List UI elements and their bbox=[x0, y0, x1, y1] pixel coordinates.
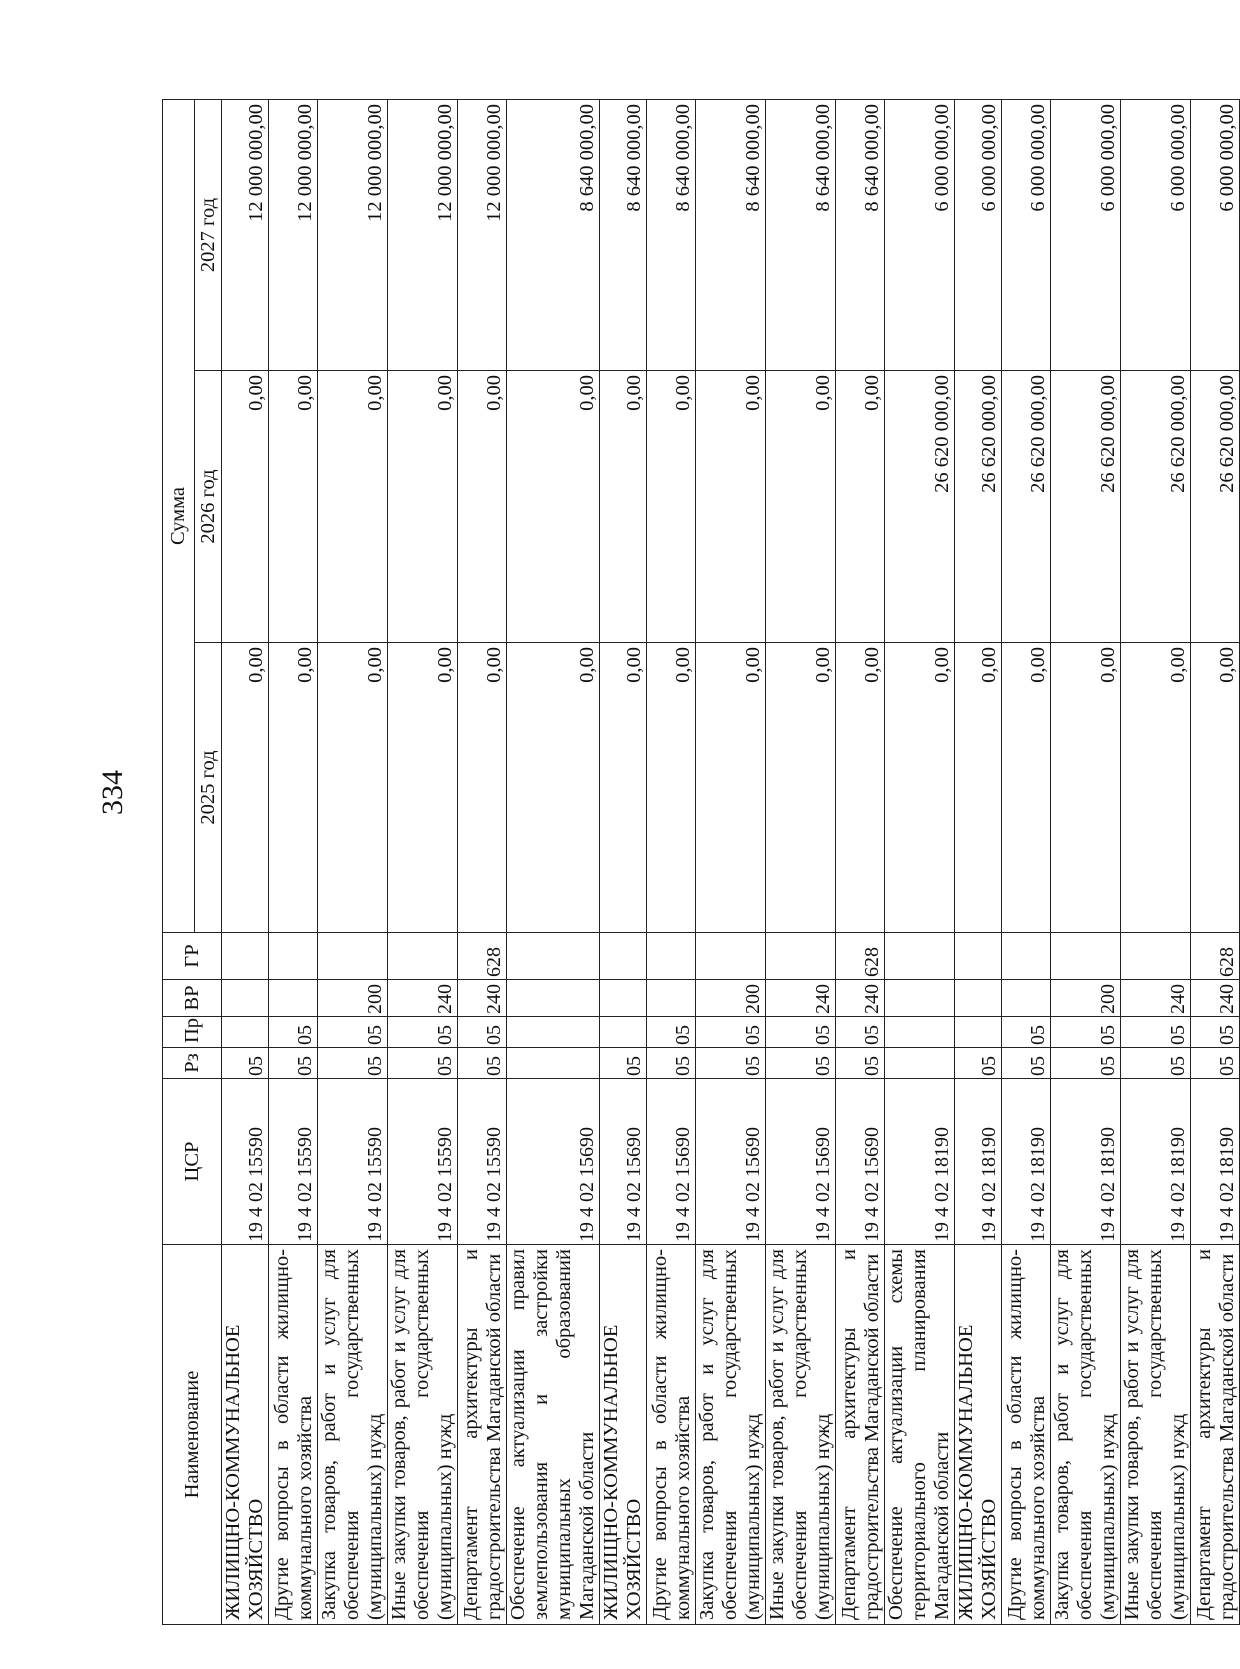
table-cell-2027: 8 640 000,00 bbox=[507, 99, 600, 370]
table-cell-name: Другие вопросы в области жилищно-коммунального хозяйства bbox=[1002, 1245, 1051, 1625]
table-cell-gr bbox=[507, 933, 600, 980]
header-row-top bbox=[163, 99, 195, 1624]
table-cell-pr: 05 bbox=[1002, 1017, 1051, 1048]
table-cell-vr bbox=[269, 980, 318, 1017]
table-cell-csr: 19 4 02 15690 bbox=[647, 1079, 696, 1245]
table-cell-2027: 12 000 000,00 bbox=[222, 99, 269, 370]
table-cell-2026: 0,00 bbox=[222, 371, 269, 643]
table-cell-2027: 8 640 000,00 bbox=[696, 99, 766, 370]
table-cell-csr: 19 4 02 18190 bbox=[885, 1079, 955, 1245]
header-gr: ГР bbox=[163, 933, 222, 980]
table-cell-2026: 26 620 000,00 bbox=[1191, 371, 1240, 643]
header-year-2027: 2027 год bbox=[195, 99, 222, 370]
table-cell-name: Обеспечение актуализации схемы территориального планирования Магаданской области bbox=[885, 1245, 955, 1625]
table-cell-2025: 0,00 bbox=[318, 643, 388, 933]
table-cell-gr bbox=[600, 933, 647, 980]
table-cell-vr bbox=[885, 980, 955, 1017]
table-cell-2027: 12 000 000,00 bbox=[318, 99, 388, 370]
table-row bbox=[318, 99, 388, 1624]
header-pr: Пр bbox=[163, 1017, 222, 1048]
header-vr: ВР bbox=[163, 980, 222, 1017]
table-row bbox=[836, 99, 885, 1624]
table-cell-name: Закупка товаров, работ и услуг для обеспечения государственных (муниципальных) нужд bbox=[1051, 1245, 1121, 1625]
table-cell-rz: 05 bbox=[600, 1048, 647, 1079]
table-cell-pr: 05 bbox=[1051, 1017, 1121, 1048]
table-cell-2026: 0,00 bbox=[388, 371, 458, 643]
table-cell-pr: 05 bbox=[388, 1017, 458, 1048]
table-cell-pr: 05 bbox=[458, 1017, 507, 1048]
table-cell-2027: 8 640 000,00 bbox=[836, 99, 885, 370]
table-cell-pr: 05 bbox=[269, 1017, 318, 1048]
table-cell-vr: 200 bbox=[696, 980, 766, 1017]
table-cell-csr: 19 4 02 15690 bbox=[696, 1079, 766, 1245]
table-cell-2027: 12 000 000,00 bbox=[388, 99, 458, 370]
table-row bbox=[1191, 99, 1240, 1624]
table-cell-2027: 6 000 000,00 bbox=[1191, 99, 1240, 370]
table-row bbox=[507, 99, 600, 1624]
table-cell-2025: 0,00 bbox=[1051, 643, 1121, 933]
table-cell-name: Иные закупки товаров, работ и услуг для обеспечения государственных (муниципальных) нужд bbox=[1121, 1245, 1191, 1625]
table-cell-pr: 05 bbox=[766, 1017, 836, 1048]
table-cell-name: Иные закупки товаров, работ и услуг для обеспечения государственных (муниципальных) нужд bbox=[388, 1245, 458, 1625]
table-cell-vr: 240 bbox=[388, 980, 458, 1017]
table-cell-2026: 0,00 bbox=[766, 371, 836, 643]
table-cell-pr bbox=[222, 1017, 269, 1048]
table-cell-2027: 12 000 000,00 bbox=[269, 99, 318, 370]
table-row bbox=[955, 99, 1002, 1624]
table-row bbox=[269, 99, 318, 1624]
table-cell-pr: 05 bbox=[1121, 1017, 1191, 1048]
table-cell-pr: 05 bbox=[836, 1017, 885, 1048]
table-cell-rz: 05 bbox=[955, 1048, 1002, 1079]
table-cell-vr bbox=[600, 980, 647, 1017]
table-cell-vr: 240 bbox=[766, 980, 836, 1017]
table-cell-name: Другие вопросы в области жилищно-коммунального хозяйства bbox=[647, 1245, 696, 1625]
table-row bbox=[600, 99, 647, 1624]
table-cell-vr bbox=[1002, 980, 1051, 1017]
table-cell-2025: 0,00 bbox=[388, 643, 458, 933]
table-cell-2027: 6 000 000,00 bbox=[1051, 99, 1121, 370]
table-cell-rz: 05 bbox=[766, 1048, 836, 1079]
header-name: Наименование bbox=[163, 1245, 222, 1625]
table-cell-name: ЖИЛИЩНО-КОММУНАЛЬНОЕ ХОЗЯЙСТВО bbox=[222, 1245, 269, 1625]
table-cell-2025: 0,00 bbox=[458, 643, 507, 933]
header-rz: Рз bbox=[163, 1048, 222, 1079]
table-cell-2026: 0,00 bbox=[318, 371, 388, 643]
table-cell-2027: 8 640 000,00 bbox=[600, 99, 647, 370]
table-cell-vr: 200 bbox=[318, 980, 388, 1017]
table-row bbox=[766, 99, 836, 1624]
table-body bbox=[222, 99, 1240, 1624]
table-cell-2026: 26 620 000,00 bbox=[955, 371, 1002, 643]
table-cell-2027: 6 000 000,00 bbox=[955, 99, 1002, 370]
table-cell-name: Департамент архитектуры и градостроительства Магаданской области bbox=[1191, 1245, 1240, 1625]
table-cell-pr: 05 bbox=[318, 1017, 388, 1048]
header-sum: Сумма bbox=[163, 99, 195, 932]
table-row bbox=[1002, 99, 1051, 1624]
table-cell-rz: 05 bbox=[269, 1048, 318, 1079]
table-cell-vr bbox=[955, 980, 1002, 1017]
table-row bbox=[222, 99, 269, 1624]
table-cell-gr bbox=[222, 933, 269, 980]
table-cell-vr bbox=[222, 980, 269, 1017]
table-cell-rz: 05 bbox=[388, 1048, 458, 1079]
table-cell-csr: 19 4 02 18190 bbox=[1191, 1079, 1240, 1245]
table-cell-2025: 0,00 bbox=[885, 643, 955, 933]
table-cell-rz: 05 bbox=[1121, 1048, 1191, 1079]
table-cell-vr: 240 bbox=[458, 980, 507, 1017]
table-cell-csr: 19 4 02 18190 bbox=[1002, 1079, 1051, 1245]
table-cell-rz: 05 bbox=[1002, 1048, 1051, 1079]
table-cell-csr: 19 4 02 15690 bbox=[507, 1079, 600, 1245]
table-cell-gr bbox=[955, 933, 1002, 980]
table-cell-gr bbox=[318, 933, 388, 980]
table-cell-rz: 05 bbox=[696, 1048, 766, 1079]
table-cell-name: Другие вопросы в области жилищно-коммунального хозяйства bbox=[269, 1245, 318, 1625]
table-row bbox=[696, 99, 766, 1624]
header-year-2026: 2026 год bbox=[195, 371, 222, 643]
table-cell-gr bbox=[766, 933, 836, 980]
table-cell-gr bbox=[696, 933, 766, 980]
table-cell-2026: 0,00 bbox=[647, 371, 696, 643]
table-cell-2027: 12 000 000,00 bbox=[458, 99, 507, 370]
table-cell-2026: 0,00 bbox=[600, 371, 647, 643]
table-cell-rz: 05 bbox=[1051, 1048, 1121, 1079]
table-cell-csr: 19 4 02 15690 bbox=[600, 1079, 647, 1245]
table-row bbox=[1121, 99, 1191, 1624]
table-cell-rz: 05 bbox=[1191, 1048, 1240, 1079]
table-cell-2025: 0,00 bbox=[1002, 643, 1051, 933]
header-csr: ЦСР bbox=[163, 1079, 222, 1245]
table-cell-csr: 19 4 02 18190 bbox=[1051, 1079, 1121, 1245]
table-cell-vr: 240 bbox=[1121, 980, 1191, 1017]
table-cell-2026: 0,00 bbox=[696, 371, 766, 643]
table-cell-2027: 8 640 000,00 bbox=[647, 99, 696, 370]
table-cell-gr: 628 bbox=[458, 933, 507, 980]
table-cell-2026: 0,00 bbox=[269, 371, 318, 643]
budget-table bbox=[162, 99, 1240, 1625]
table-cell-gr bbox=[1002, 933, 1051, 980]
table-cell-csr: 19 4 02 15590 bbox=[269, 1079, 318, 1245]
rotated-page bbox=[162, 100, 1238, 1625]
table-cell-rz: 05 bbox=[647, 1048, 696, 1079]
table-cell-csr: 19 4 02 15590 bbox=[222, 1079, 269, 1245]
table-cell-csr: 19 4 02 15590 bbox=[458, 1079, 507, 1245]
table-cell-name: Обеспечение актуализации правил землепользования и застройки муниципальных образований Магаданской области bbox=[507, 1245, 600, 1625]
table-cell-rz: 05 bbox=[458, 1048, 507, 1079]
table-cell-pr bbox=[600, 1017, 647, 1048]
table-cell-gr bbox=[885, 933, 955, 980]
table-cell-rz: 05 bbox=[318, 1048, 388, 1079]
table-row bbox=[388, 99, 458, 1624]
table-cell-2026: 26 620 000,00 bbox=[1051, 371, 1121, 643]
table-cell-name: Департамент архитектуры и градостроительства Магаданской области bbox=[458, 1245, 507, 1625]
table-cell-gr bbox=[1051, 933, 1121, 980]
table-cell-gr bbox=[1121, 933, 1191, 980]
table-cell-csr: 19 4 02 15590 bbox=[318, 1079, 388, 1245]
table-cell-vr bbox=[507, 980, 600, 1017]
table-cell-pr: 05 bbox=[647, 1017, 696, 1048]
table-cell-2025: 0,00 bbox=[1191, 643, 1240, 933]
table-cell-rz: 05 bbox=[836, 1048, 885, 1079]
table-cell-name: Закупка товаров, работ и услуг для обеспечения государственных (муниципальных) нужд bbox=[696, 1245, 766, 1625]
table-cell-vr: 240 bbox=[1191, 980, 1240, 1017]
table-cell-2025: 0,00 bbox=[696, 643, 766, 933]
header-year-2025: 2025 год bbox=[195, 643, 222, 933]
table-cell-2025: 0,00 bbox=[955, 643, 1002, 933]
table-cell-name: ЖИЛИЩНО-КОММУНАЛЬНОЕ ХОЗЯЙСТВО bbox=[955, 1245, 1002, 1625]
table-cell-csr: 19 4 02 15690 bbox=[766, 1079, 836, 1245]
table-cell-rz bbox=[885, 1048, 955, 1079]
table-cell-gr: 628 bbox=[1191, 933, 1240, 980]
table-cell-2025: 0,00 bbox=[1121, 643, 1191, 933]
page-number: 334 bbox=[96, 770, 129, 815]
table-cell-pr bbox=[885, 1017, 955, 1048]
table-cell-vr: 240 bbox=[836, 980, 885, 1017]
table-cell-gr bbox=[269, 933, 318, 980]
table-cell-2026: 26 620 000,00 bbox=[1002, 371, 1051, 643]
table-cell-2026: 0,00 bbox=[836, 371, 885, 643]
table-cell-csr: 19 4 02 15690 bbox=[836, 1079, 885, 1245]
table-row bbox=[458, 99, 507, 1624]
table-cell-pr: 05 bbox=[696, 1017, 766, 1048]
table-cell-name: Департамент архитектуры и градостроительства Магаданской области bbox=[836, 1245, 885, 1625]
table-cell-2025: 0,00 bbox=[600, 643, 647, 933]
table-cell-pr bbox=[955, 1017, 1002, 1048]
table-cell-2027: 8 640 000,00 bbox=[766, 99, 836, 370]
table-cell-name: Закупка товаров, работ и услуг для обеспечения государственных (муниципальных) нужд bbox=[318, 1245, 388, 1625]
table-cell-2027: 6 000 000,00 bbox=[1121, 99, 1191, 370]
table-cell-pr: 05 bbox=[1191, 1017, 1240, 1048]
table-cell-2025: 0,00 bbox=[836, 643, 885, 933]
table-cell-name: Иные закупки товаров, работ и услуг для обеспечения государственных (муниципальных) нужд bbox=[766, 1245, 836, 1625]
table-row bbox=[647, 99, 696, 1624]
table-cell-2027: 6 000 000,00 bbox=[885, 99, 955, 370]
table-cell-csr: 19 4 02 18190 bbox=[1121, 1079, 1191, 1245]
table-row bbox=[1051, 99, 1121, 1624]
table-cell-csr: 19 4 02 18190 bbox=[955, 1079, 1002, 1245]
table-cell-2025: 0,00 bbox=[647, 643, 696, 933]
table-cell-vr: 200 bbox=[1051, 980, 1121, 1017]
table-cell-pr bbox=[507, 1017, 600, 1048]
table-cell-name: ЖИЛИЩНО-КОММУНАЛЬНОЕ ХОЗЯЙСТВО bbox=[600, 1245, 647, 1625]
table-cell-gr bbox=[388, 933, 458, 980]
table-cell-rz bbox=[507, 1048, 600, 1079]
table-cell-csr: 19 4 02 15590 bbox=[388, 1079, 458, 1245]
table-cell-2026: 0,00 bbox=[507, 371, 600, 643]
table-cell-vr bbox=[647, 980, 696, 1017]
table-cell-2025: 0,00 bbox=[507, 643, 600, 933]
table-cell-2025: 0,00 bbox=[269, 643, 318, 933]
table-cell-gr bbox=[647, 933, 696, 980]
table-cell-2025: 0,00 bbox=[222, 643, 269, 933]
table-cell-rz: 05 bbox=[222, 1048, 269, 1079]
table-row bbox=[885, 99, 955, 1624]
table-cell-gr: 628 bbox=[836, 933, 885, 980]
table-cell-2027: 6 000 000,00 bbox=[1002, 99, 1051, 370]
table-cell-2026: 26 620 000,00 bbox=[885, 371, 955, 643]
table-cell-2026: 26 620 000,00 bbox=[1121, 371, 1191, 643]
table-cell-2026: 0,00 bbox=[458, 371, 507, 643]
table-cell-2025: 0,00 bbox=[766, 643, 836, 933]
